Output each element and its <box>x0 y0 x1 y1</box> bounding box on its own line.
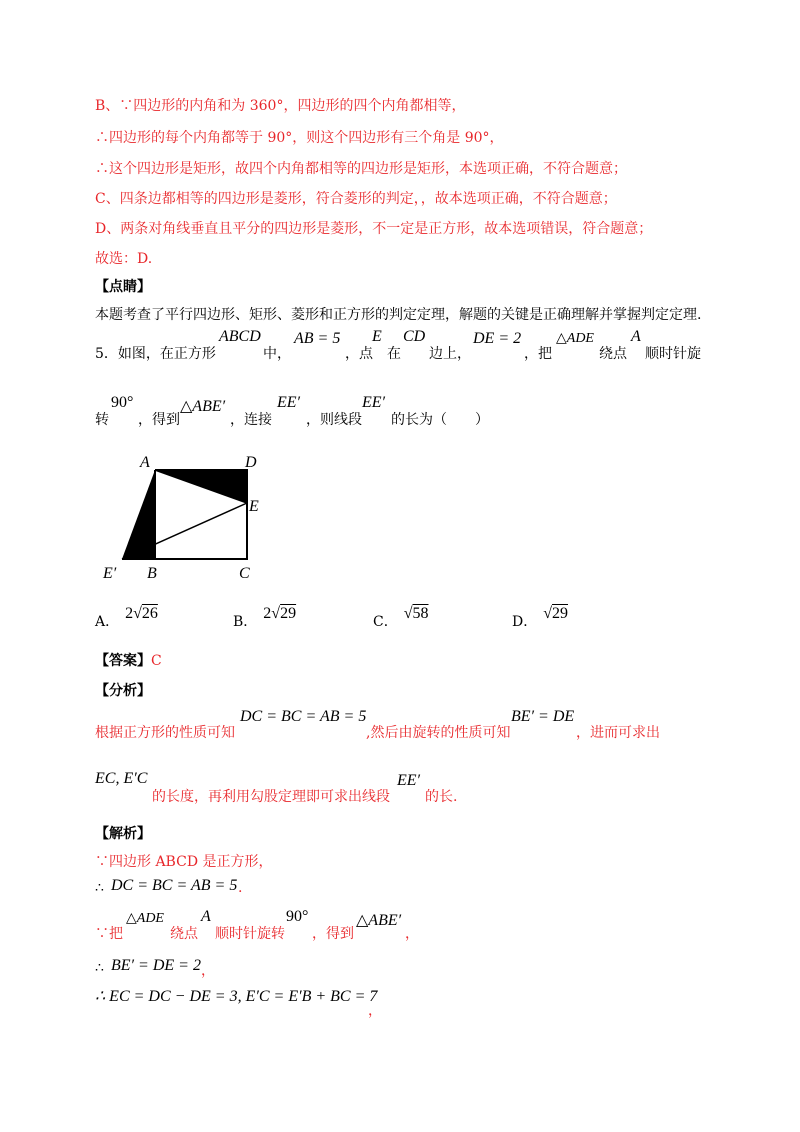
question-text-10: ，得到 <box>138 412 180 428</box>
question-text-1: 5．如图，在正方形 <box>95 346 216 362</box>
label-d: D <box>245 454 257 471</box>
prev-solution-b-line2: ∴四边形的每个内角都等于 90°，则这个四边形有三个角是 90°， <box>95 130 504 146</box>
answer-value: C <box>151 653 162 669</box>
question-text-7: 绕点 <box>599 346 627 362</box>
solution-line-4-end: ， <box>201 963 215 979</box>
solution-line-4-therefore: ∴ <box>95 960 104 976</box>
square-rotation-figure <box>95 445 275 585</box>
analysis-segment-ee1: EE′ <box>397 772 421 789</box>
question-text-11: ，连接 <box>230 412 272 428</box>
option-a-coef: 2 <box>125 605 134 622</box>
question-triangle-ade: △ADE <box>556 331 594 346</box>
option-d: D． √29 <box>512 605 569 630</box>
question-text-6: ，把 <box>524 346 552 362</box>
question-segment-ee2: EE′ <box>362 394 386 411</box>
option-c-letter: C． <box>373 614 398 630</box>
label-c: C <box>239 565 250 582</box>
solution-line-2-end: . <box>238 880 243 896</box>
question-point-e: E <box>372 328 382 345</box>
answer-line <box>95 651 162 671</box>
prev-solution-c-line: C、四条边都相等的四边形是菱形，符合菱形的判定，，故本选项正确，不符合题意； <box>95 191 617 207</box>
solution-line-3-degree: 90° <box>286 908 309 925</box>
solution-line-3-text-5: ， <box>405 926 419 942</box>
solution-line-5-eq: ∴ EC = DC − DE = 3, E′C = E′B + BC = 7 <box>95 988 378 1005</box>
analysis-text-5: 的长. <box>425 789 458 805</box>
question-text-9: 转 <box>95 412 109 428</box>
question-ab-eq: AB = 5 <box>294 330 341 347</box>
option-b-letter: B． <box>233 614 258 630</box>
question-text-5: 边上， <box>429 346 471 362</box>
solution-line-3-triangle-2: △ABE′ <box>356 912 402 929</box>
solution-line-4-eq: BE′ = DE = 2 <box>111 957 201 974</box>
option-c: C． √58 <box>373 605 429 630</box>
question-triangle-abe1: △ABE′ <box>180 398 226 415</box>
option-d-letter: D． <box>512 614 538 630</box>
solution-line-3-text-4: ，得到 <box>312 926 354 942</box>
question-side-cd: CD <box>403 328 426 345</box>
option-c-radicand: 58 <box>412 605 429 622</box>
analysis-eq-1: DC = BC = AB = 5 <box>240 708 367 725</box>
analysis-text-2: ,然后由旋转的性质可知 <box>366 725 511 741</box>
solution-line-5-end: ， <box>368 1003 382 1019</box>
question-segment-ee1: EE′ <box>277 394 301 411</box>
question-text-12: ，则线段 <box>306 412 362 428</box>
option-a-letter: A． <box>95 614 120 630</box>
option-a-radicand: 26 <box>141 605 158 622</box>
question-de-eq: DE = 2 <box>473 330 522 347</box>
label-e: E <box>249 498 259 515</box>
prev-solution-b-line3: ∴这个四边形是矩形，故四个内角都相等的四边形是矩形，本选项正确，不符合题意； <box>95 161 627 177</box>
option-b: B． 2√29 <box>233 605 297 630</box>
question-square-name: ABCD <box>219 328 261 345</box>
analysis-text-4: 的长度，再利用勾股定理即可求出线段 <box>152 789 390 805</box>
solution-line-1: ∵四边形 ABCD 是正方形， <box>95 854 273 870</box>
question-degree: 90° <box>111 394 134 411</box>
comment-text: 本题考查了平行四边形、矩形、菱形和正方形的判定定理，解题的关键是正确理解并掌握判定定理. <box>95 307 702 323</box>
question-text-8: 顺时针旋 <box>645 346 701 362</box>
question-text-4: 在 <box>387 346 401 362</box>
question-text-13: 的长为（ ） <box>391 412 489 428</box>
solution-line-3-text-2: 绕点 <box>170 926 198 942</box>
solution-line-3-text-3: 顺时针旋转 <box>215 926 285 942</box>
question-point-a: A <box>631 328 641 345</box>
prev-solution-choice: 故选：D. <box>95 251 153 267</box>
option-a: A． 2√26 <box>95 605 158 630</box>
prev-solution-b-line1: B、∵四边形的内角和为 360°，四边形的四个内角都相等， <box>95 98 466 114</box>
analysis-eq-3: EC, E′C <box>95 770 148 787</box>
solution-line-2-eq: DC = BC = AB = 5 <box>111 877 238 894</box>
answer-label: 【答案】 <box>95 653 151 669</box>
label-a: A <box>140 454 150 471</box>
analysis-text-3: ，进而可求出 <box>576 725 660 741</box>
solution-line-3-text-1: ∵把 <box>95 926 123 942</box>
solution-line-2-therefore: ∴ <box>95 880 104 896</box>
label-e-prime: E′ <box>103 565 117 582</box>
analysis-heading: 【分析】 <box>95 683 151 699</box>
option-b-radicand: 29 <box>280 605 297 622</box>
question-text-2: 中， <box>263 346 291 362</box>
solution-line-3-point-a: A <box>201 908 211 925</box>
solution-line-3-triangle: △ADE <box>126 911 164 926</box>
analysis-eq-2: BE′ = DE <box>511 708 575 725</box>
question-text-3: ，点 <box>345 346 373 362</box>
analysis-text-1: 根据正方形的性质可知 <box>95 725 235 741</box>
solution-heading: 【解析】 <box>95 826 151 842</box>
option-d-radicand: 29 <box>552 605 569 622</box>
option-b-coef: 2 <box>263 605 272 622</box>
comment-heading: 【点睛】 <box>95 279 151 295</box>
prev-solution-d-line: D、两条对角线垂直且平分的四边形是菱形，不一定是正方形，故本选项错误，符合题意； <box>95 221 653 237</box>
label-b: B <box>147 565 157 582</box>
